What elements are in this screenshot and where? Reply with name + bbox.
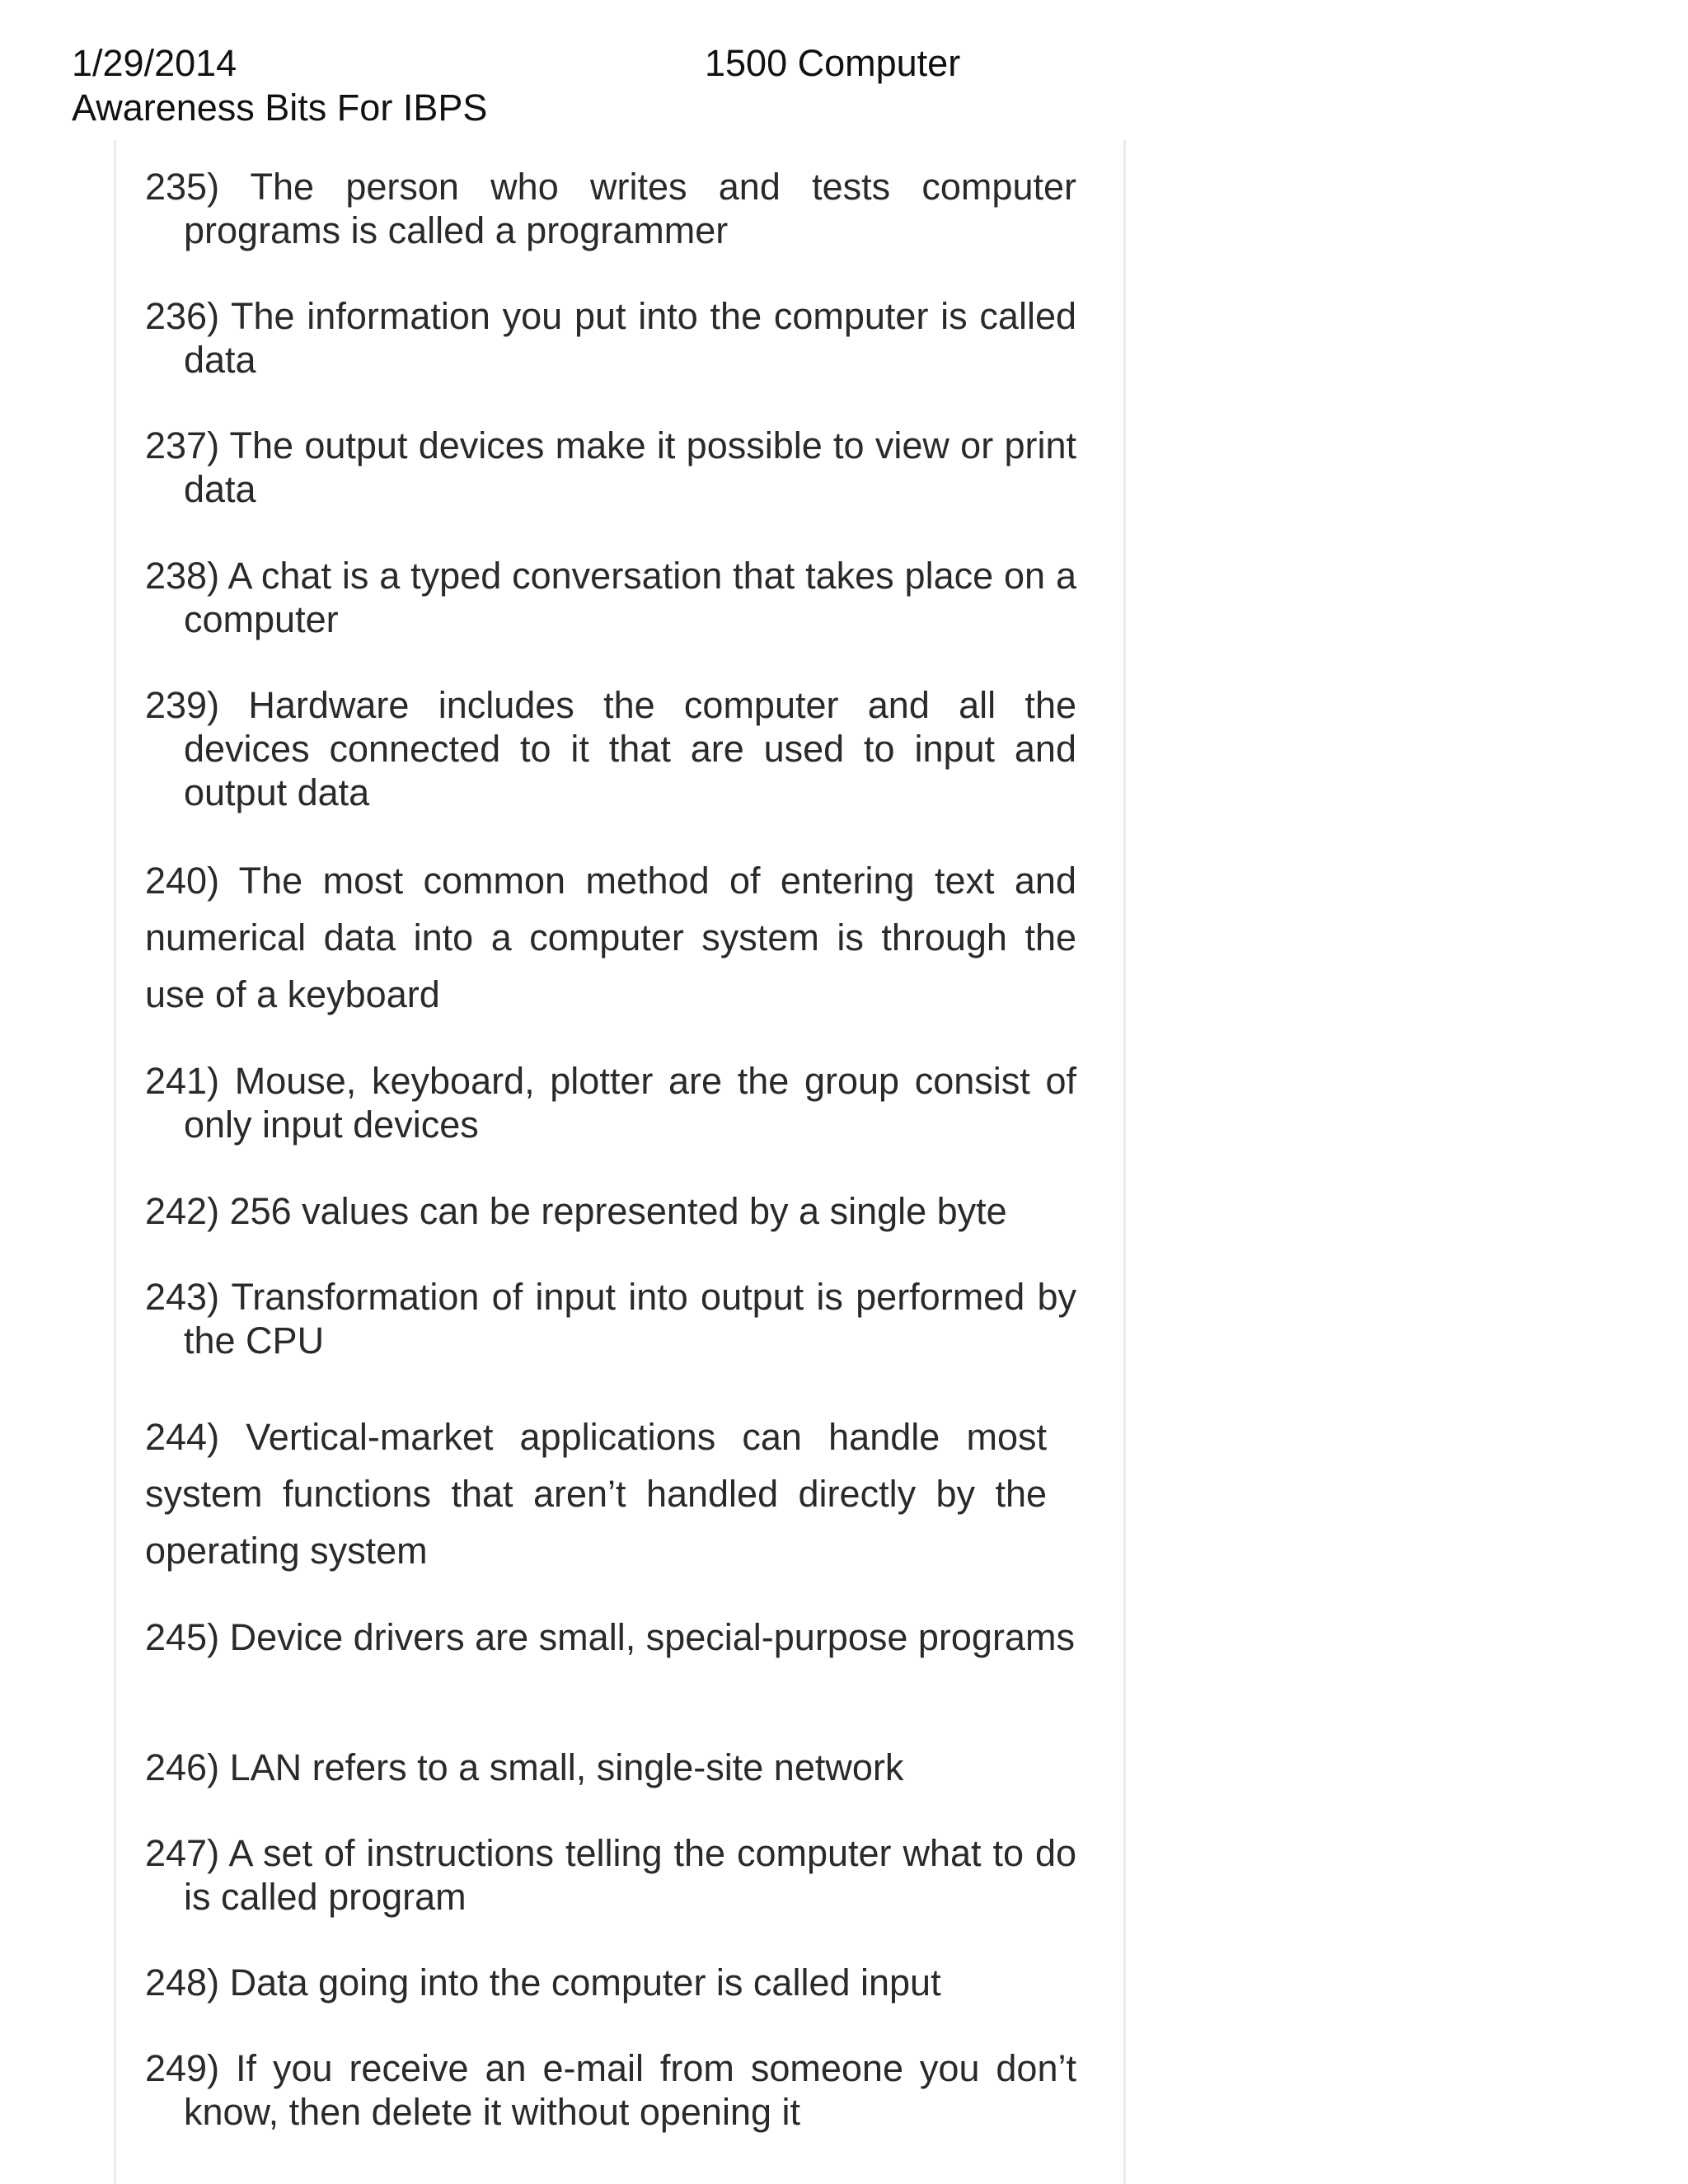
list-item-248: 248) Data going into the computer is called input — [145, 1961, 941, 2004]
list-item-249: 249) If you receive an e-mail from someone you don’t know, then delete it without opening it — [145, 2047, 1076, 2133]
list-item-238: 238) A chat is a typed conversation that takes place on a computer — [145, 555, 1076, 640]
list-item-242: 242) 256 values can be represented by a single byte — [145, 1190, 1007, 1232]
list-item-236: 236) The information you put into the computer is called data — [145, 295, 1076, 381]
list-item-244: 244) Vertical-market applications can handle most system functions that aren’t handled directly by the operating system — [145, 1416, 1047, 1572]
list-item-247: 247) A set of instructions telling the computer what to do is called program — [145, 1832, 1076, 1918]
list-item-246: 246) LAN refers to a small, single-site network — [145, 1746, 904, 1788]
page-header — [0, 0, 1688, 140]
list-item-239: 239) Hardware includes the computer and all the devices connected to it that are used to input and output data — [145, 684, 1076, 813]
list-item-243: 243) Transformation of input into output is performed by the CPU — [145, 1276, 1076, 1361]
list-item-245: 245) Device drivers are small, special-purpose programs — [145, 1616, 1075, 1658]
header-date: 1/29/2014 — [72, 42, 237, 84]
list-item-241: 241) Mouse, keyboard, plotter are the group consist of only input devices — [145, 1060, 1076, 1146]
list-item-235: 235) The person who writes and tests computer programs is called a programmer — [145, 166, 1076, 251]
header-title-part1: 1500 Computer — [705, 42, 961, 84]
header-title-part2: Awareness Bits For IBPS — [72, 87, 488, 129]
list-item-237: 237) The output devices make it possible to view or print data — [145, 424, 1076, 510]
content-column — [114, 140, 1126, 2184]
list-item-240: 240) The most common method of entering text and numerical data into a computer system is through the use of a keyboard — [145, 860, 1076, 1015]
